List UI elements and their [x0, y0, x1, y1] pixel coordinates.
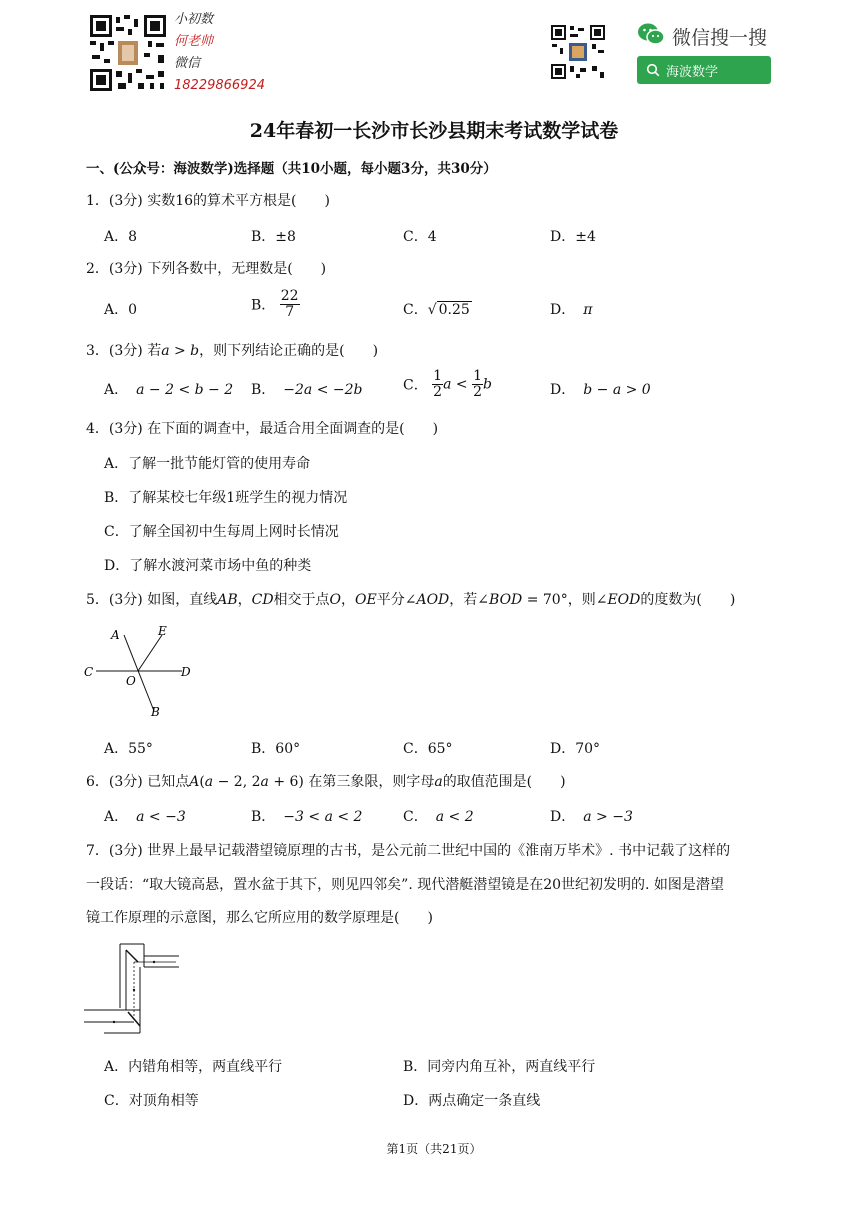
question-7-stem-line: 一段话：“取大镜高悬，置水盆于其下，则见四邻矣”. 现代潜艇潜望镜是在20世纪初发明的. 如图是潜望: [86, 877, 724, 893]
question-6-option-d: D． a > −3: [550, 809, 633, 825]
question-2-option-c: C．√ 0.25: [403, 302, 470, 318]
qr-code-wechat: [550, 24, 606, 80]
question-5-stem: 5．(3分) 如图，直线AB，CD相交于点O，OE平分∠AOD，若∠BOD = 70°，则∠EOD的度数为( ): [86, 592, 736, 608]
question-4-option-c: C．了解全国初中生每周上网时长情况: [104, 524, 339, 540]
section-heading: 一、(公众号：海波数学)选择题（共10小题，每小题3分，共30分）: [86, 161, 497, 177]
contact-block: [174, 11, 265, 94]
question-6-stem: 6．(3分) 已知点A(a − 2, 2a + 6) 在第三象限，则字母a的取值范围是( ): [86, 774, 566, 790]
question-3-option-a: A． a − 2 < b − 2: [104, 382, 234, 398]
search-button[interactable]: [637, 56, 771, 84]
question-7-option-c: C．对顶角相等: [104, 1093, 199, 1109]
question-1-option-a: A．8: [104, 229, 138, 245]
contact-line: 小初数: [174, 12, 214, 27]
contact-line: 何老帅: [174, 34, 214, 49]
search-label: 海波数学: [666, 64, 719, 80]
question-6-option-b: B． −3 < a < 2: [251, 809, 363, 825]
question-7-option-d: D．两点确定一条直线: [403, 1093, 541, 1109]
question-2-option-a: A．0: [104, 302, 138, 318]
question-7-stem-line: 7．(3分) 世界上最早记载潜望镜原理的古书，是公元前二世纪中国的《淮南万毕术》. 书中记载了这样的: [86, 843, 731, 859]
question-4-option-a: A．了解一批节能灯管的使用寿命: [104, 456, 311, 472]
figure-label-e: E: [158, 624, 167, 638]
question-2-option-d: D． π: [550, 302, 593, 318]
question-1-option-d: D．±4: [550, 229, 596, 245]
question-6-option-a: A． a < −3: [104, 809, 186, 825]
contact-line: 微信: [174, 56, 201, 71]
question-5-option-b: B．60°: [251, 741, 301, 757]
search-icon: [646, 63, 660, 77]
question-7-option-a: A．内错角相等，两直线平行: [104, 1059, 283, 1075]
question-1-option-b: B．±8: [251, 229, 296, 245]
question-2-stem: 2．(3分) 下列各数中，无理数是( ): [86, 261, 327, 277]
question-1-stem: 1．(3分) 实数16的算术平方根是( ): [86, 193, 330, 209]
figure-label-o: O: [126, 674, 136, 688]
question-3-option-d: D． b − a > 0: [550, 382, 651, 398]
fraction-22-7: $\frac{22}{7}$: [280, 288, 299, 320]
wechat-logo-icon: [637, 22, 665, 46]
question-7-option-b: B．同旁内角互补，两直线平行: [403, 1059, 596, 1075]
question-5-option-d: D．70°: [550, 741, 601, 757]
figure-label-c: C: [84, 665, 94, 679]
figure-label-d: D: [181, 665, 191, 679]
page-footer: 第1页（共21页）: [386, 1142, 482, 1156]
qr-code-contact: [88, 13, 168, 93]
page-title: 24年春初一长沙市长沙县期末考试数学试卷: [249, 120, 619, 142]
question-5-option-c: C．65°: [403, 741, 453, 757]
question-7-stem-line: 镜工作原理的示意图，那么它所应用的数学原理是( ): [86, 910, 433, 926]
question-1-option-c: C．4: [403, 229, 437, 245]
question-3-option-c: C． $\frac{1}{2}$ a < $\frac{1}{2}$ b: [403, 368, 492, 400]
question-3-option-b: B． −2a < −2b: [251, 382, 363, 398]
question-4-option-d: D．了解水渡河菜市场中鱼的种类: [104, 558, 312, 574]
question-4-option-b: B．了解某校七年级1班学生的视力情况: [104, 490, 348, 506]
angle-figure: [82, 623, 194, 719]
figure-label-a: A: [111, 628, 120, 642]
figure-label-b: B: [151, 705, 160, 719]
question-3-stem: 3．(3分) 若a > b，则下列结论正确的是( ): [86, 343, 379, 359]
question-2-option-b: B． $\frac{22}{7}$: [251, 288, 299, 320]
question-5-option-a: A．55°: [104, 741, 153, 757]
question-4-stem: 4．(3分) 在下面的调查中，最适合用全面调查的是( ): [86, 421, 439, 437]
periscope-figure: [84, 940, 184, 1036]
wechat-search-label: 微信搜一搜: [672, 27, 768, 49]
contact-phone: 18229866924: [174, 78, 265, 93]
question-6-option-c: C． a < 2: [403, 809, 474, 825]
